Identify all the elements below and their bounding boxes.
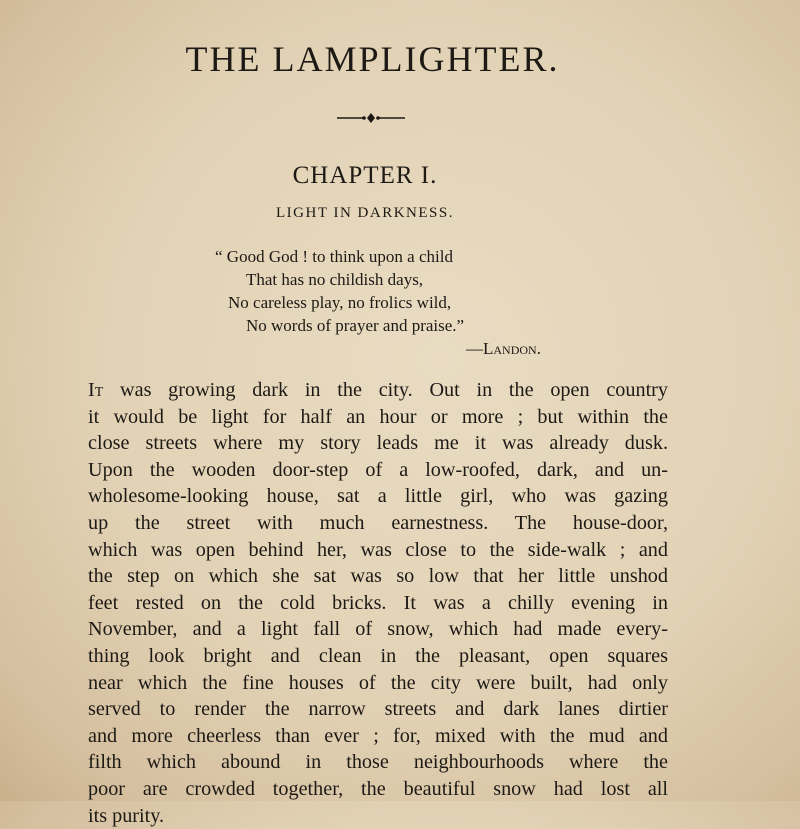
body-line: filth which abound in those neighbourhoods where the (88, 749, 668, 776)
body-text (88, 377, 668, 829)
body-line: up the street with much earnestness. The house-door, (88, 510, 668, 537)
body-line: feet rested on the cold bricks. It was a chilly evening in (88, 590, 668, 617)
first-word: It (88, 379, 103, 401)
epigraph-line: No careless play, no frolics wild, (228, 292, 451, 314)
body-line: It was growing dark in the city. Out in the open country (88, 377, 668, 404)
body-line: near which the fine houses of the city were built, had only (88, 670, 668, 697)
body-line: thing look bright and clean in the pleasant, open squares (88, 643, 668, 670)
body-line: November, and a light fall of snow, which had made every- (88, 616, 668, 643)
body-line: the step on which she sat was so low that her little unshod (88, 563, 668, 590)
chapter-subtitle: LIGHT IN DARKNESS. (0, 205, 730, 222)
book-title: THE LAMPLIGHTER. (0, 38, 745, 80)
body-line: wholesome-looking house, sat a little girl, who was gazing (88, 483, 668, 510)
body-line: close streets where my story leads me it was already dusk. (88, 430, 668, 457)
body-line: Upon the wooden door-step of a low-roofed, dark, and un- (88, 457, 668, 484)
body-line: and more cheerless than ever ; for, mixed with the mud and (88, 723, 668, 750)
body-line: which was open behind her, was close to the side-walk ; and (88, 537, 668, 564)
body-line: poor are crowded together, the beautiful snow had lost all (88, 776, 668, 803)
body-line: it would be light for half an hour or more ; but within the (88, 404, 668, 431)
epigraph-attribution: —Landon. (466, 338, 541, 360)
ornament-divider-icon (335, 110, 407, 126)
chapter-heading: CHAPTER I. (0, 162, 730, 190)
body-line: served to render the narrow streets and dark lanes dirtier (88, 696, 668, 723)
body-line: its purity. (88, 803, 668, 829)
epigraph-line: “ Good God ! to think upon a child (215, 246, 453, 268)
epigraph-line: No words of prayer and praise.” (246, 315, 464, 337)
epigraph-line: That has no childish days, (246, 269, 423, 291)
